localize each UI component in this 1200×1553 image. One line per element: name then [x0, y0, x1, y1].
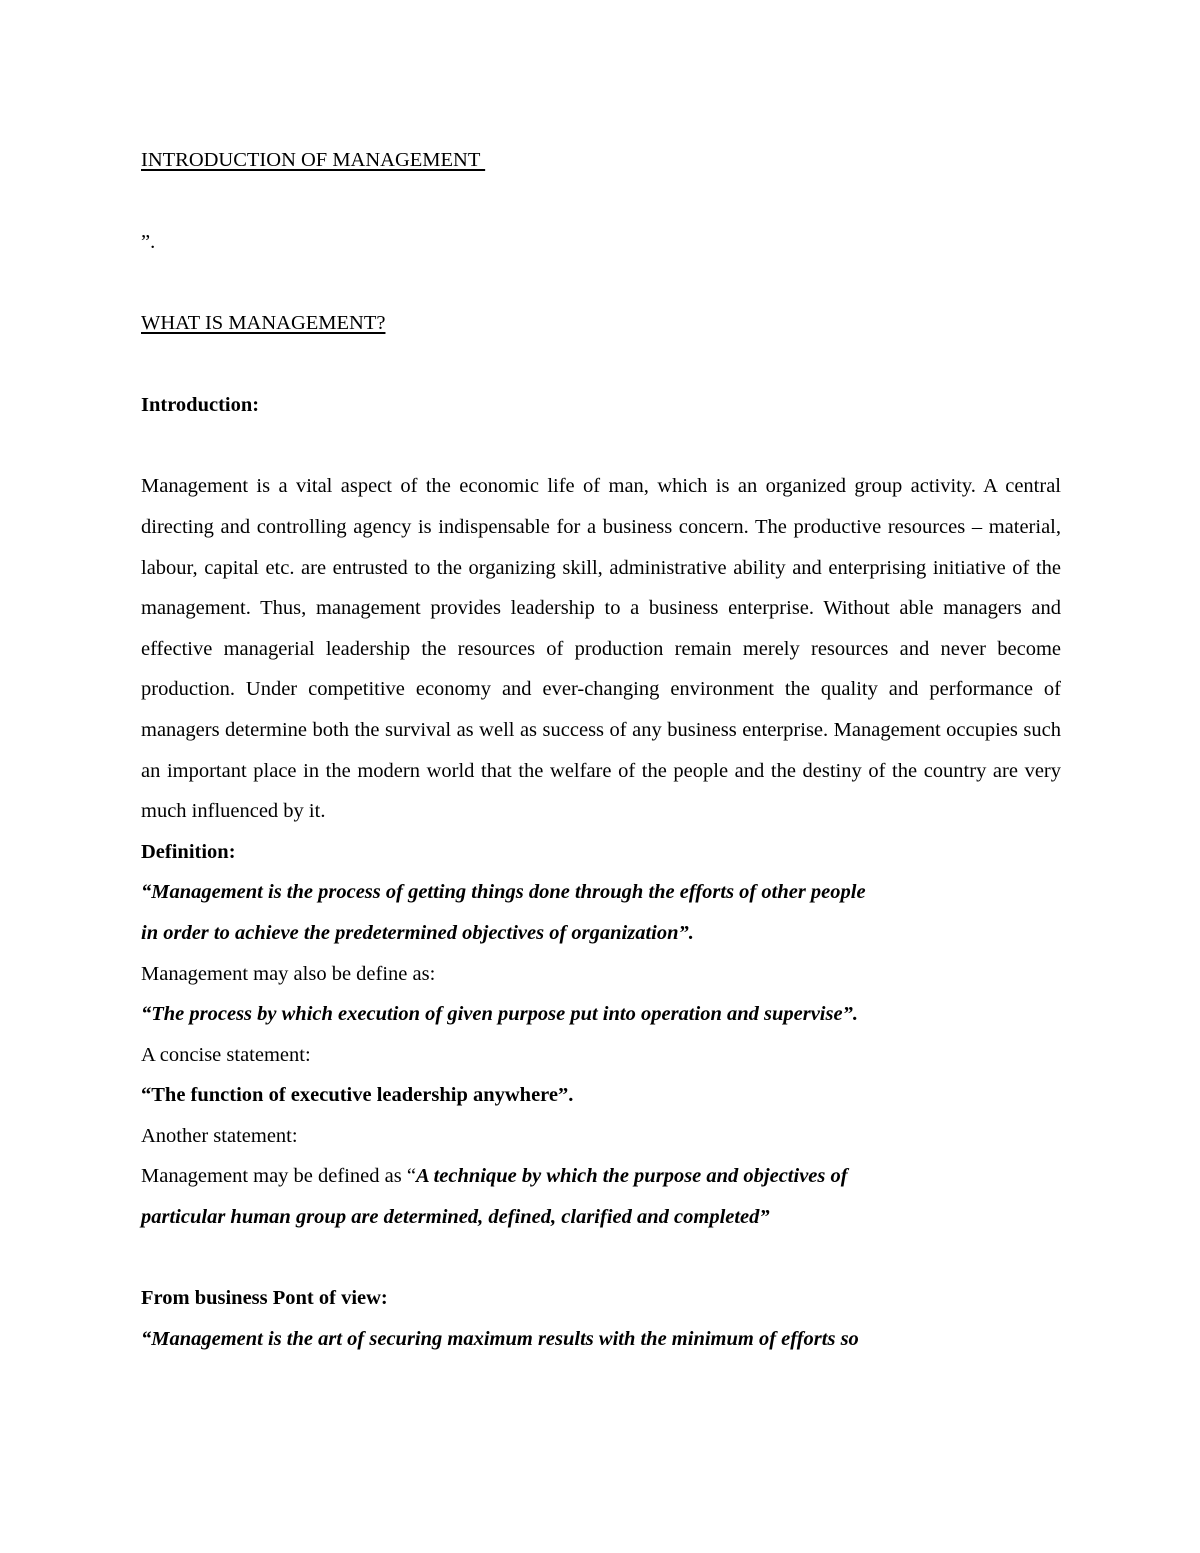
business-view-label: From business Pont of view: [141, 1287, 388, 1310]
definition-quote-line-1: “Management is the process of getting things done through the efforts of other people [141, 881, 866, 904]
definition-quote-line-2: in order to achieve the predetermined objectives of organization”. [141, 921, 694, 944]
blank-line [141, 1238, 1061, 1279]
also-define-label: Management may also be define as: [141, 962, 436, 985]
another-statement-prefix: Management may be defined as “ [141, 1165, 416, 1188]
definition-label: Definition: [141, 840, 236, 863]
also-define-quote: “The process by which execution of given purpose put into operation and supervise”. [141, 1003, 858, 1026]
another-statement-label: Another statement: [141, 1124, 298, 1147]
section-heading: WHAT IS MANAGEMENT? [141, 312, 386, 335]
document-body [141, 140, 1061, 1359]
another-statement-quote-part-1: A technique by which the purpose and objectives of [415, 1165, 848, 1188]
concise-statement-label: A concise statement: [141, 1043, 311, 1066]
another-statement-line-2: particular human group are determined, defined, clarified and completed” [141, 1206, 770, 1229]
stray-quote-mark: ”. [141, 230, 156, 253]
introduction-paragraph: Management is a vital aspect of the economic life of man, which is an organized group activity. A central directing and controlling agency is indispensable for a business concern. The productive resources – material, labour, capital etc. are entrusted to the organizing skill, administrative ability and enterprising initiative of the management. Thus, management provides leadership to a business enterprise. Without able managers and effective managerial leadership the resources of production remain merely resources and never become production. Under competitive economy and ever-changing environment the quality and performance of managers determine both the survival as well as success of any business enterprise. Management occupies such an important place in the modern world that the welfare of the people and the destiny of the country are very much influenced by it. [141, 475, 1061, 823]
business-view-quote: “Management is the art of securing maximum results with the minimum of efforts so [141, 1327, 859, 1350]
introduction-label: Introduction: [141, 393, 260, 416]
another-statement-line-1 [141, 1156, 1061, 1197]
concise-statement-quote: “The function of executive leadership anywhere”. [141, 1084, 574, 1107]
document-title: INTRODUCTION OF MANAGEMENT [141, 149, 486, 171]
